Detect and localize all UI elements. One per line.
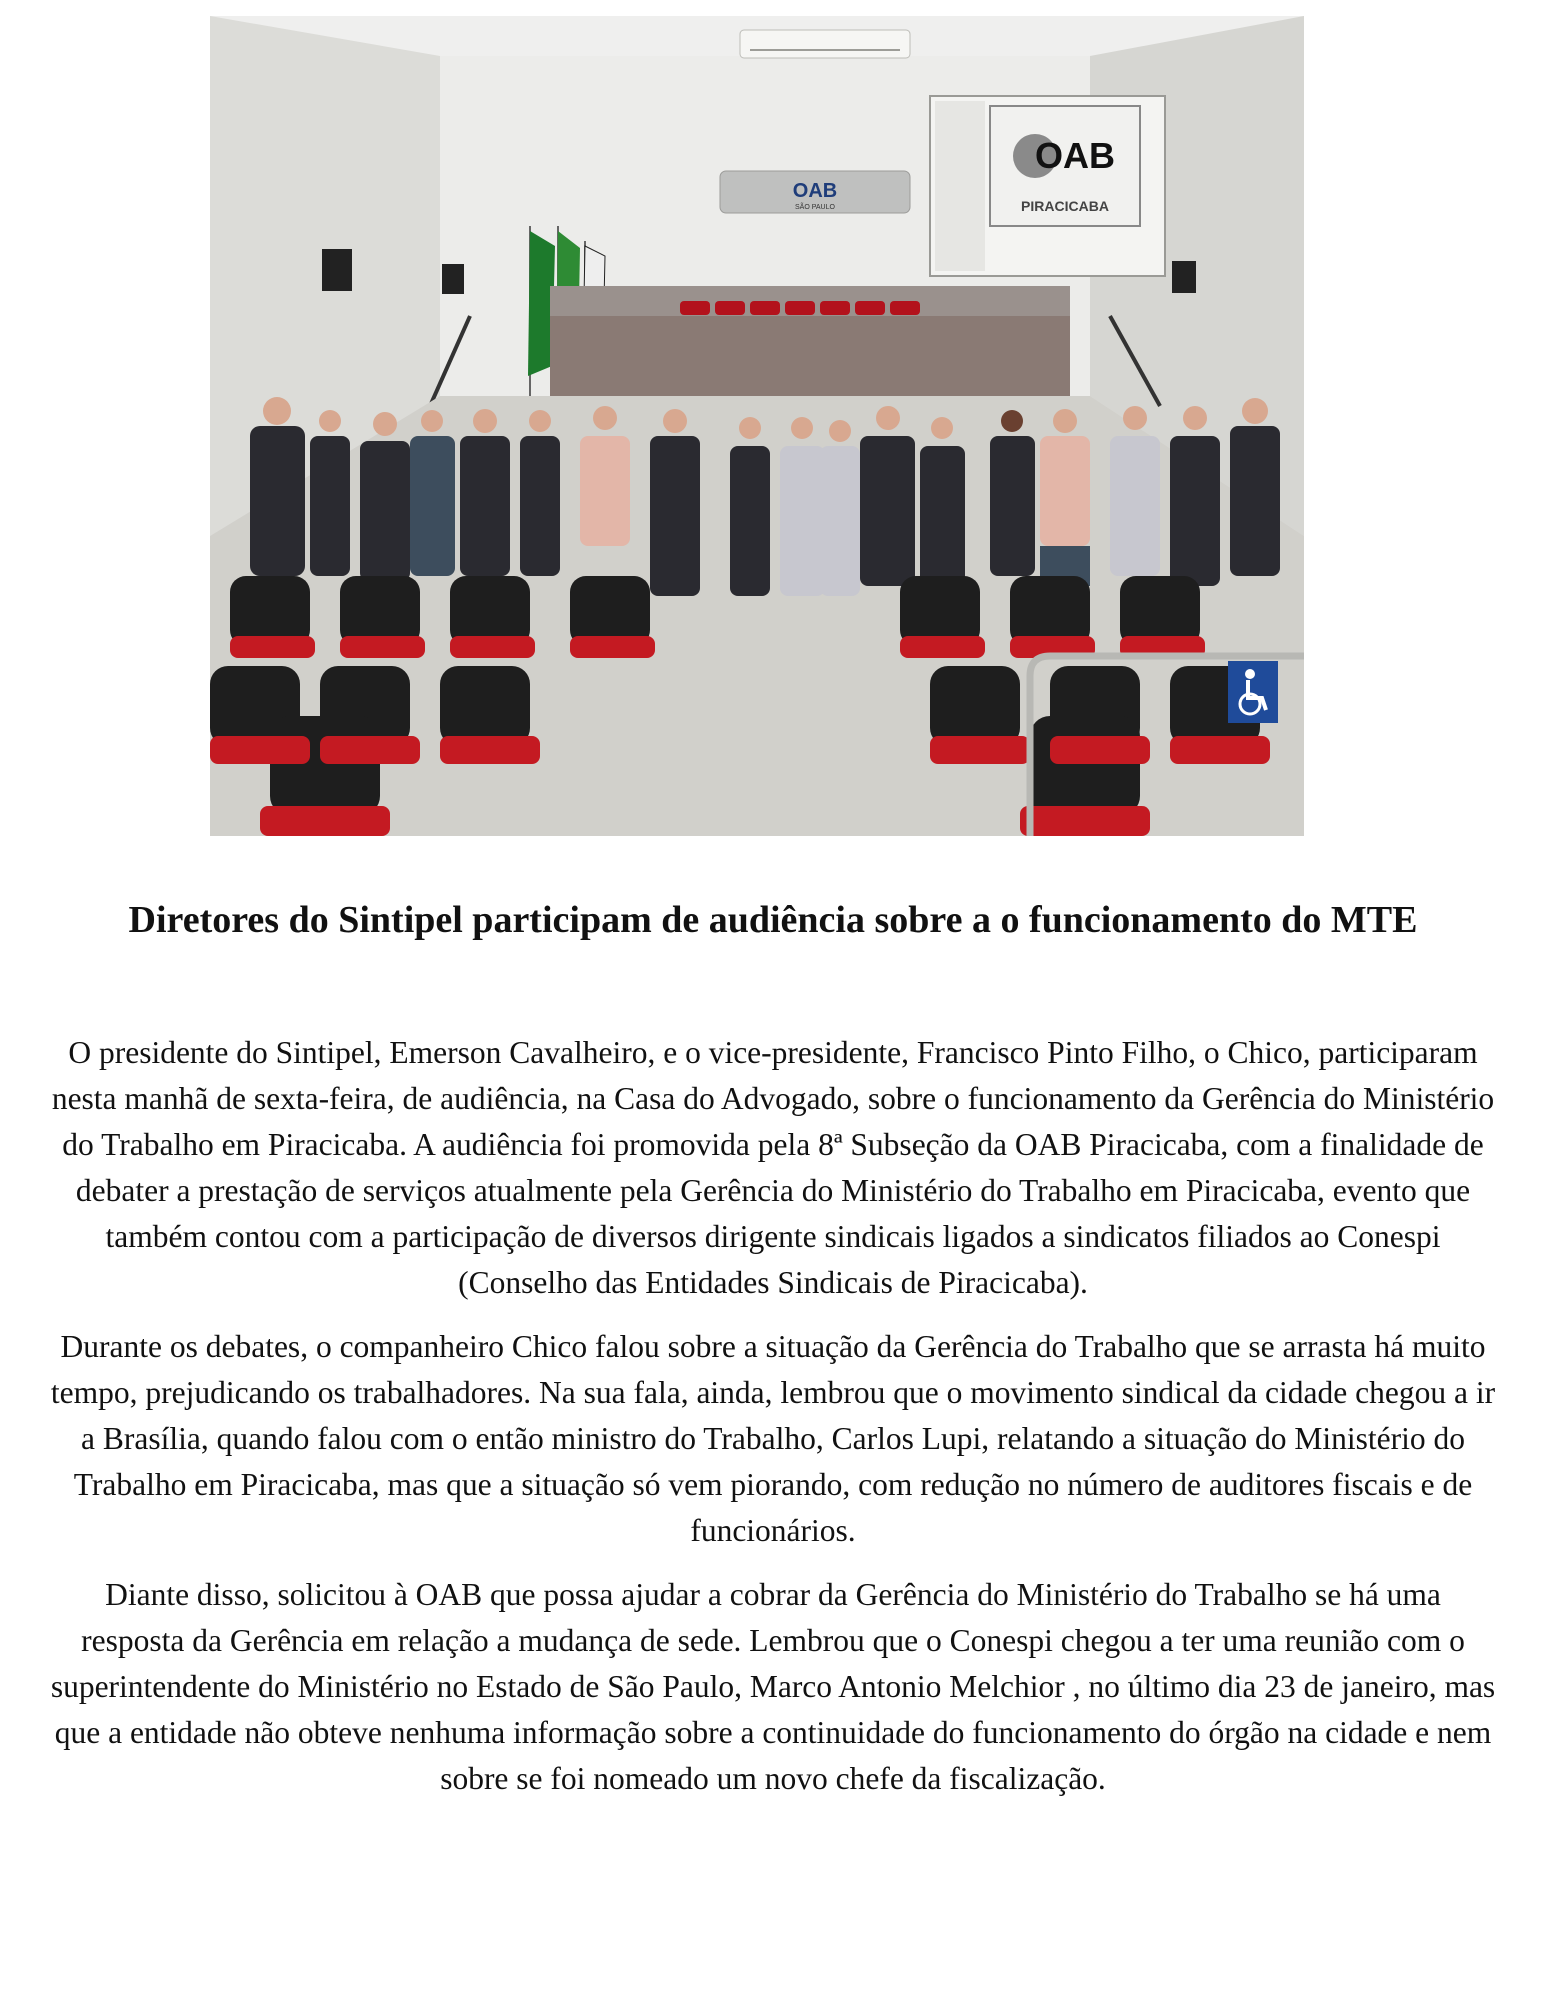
article-photo — [210, 16, 1304, 836]
article-paragraph: Durante os debates, o companheiro Chico falou sobre a situação da Gerência do Trabalho que se arrasta há muito tempo, prejudicando os trabalhadores. Na sua fala, ainda, lembrou que o movimento sindical da cidade chegou a ir a Brasília, quando falou com o então ministro do Trabalho, Carlos Lupi, relatando a situação do Ministério do Trabalho em Piracicaba, mas que a situação só vem piorando, com redução no número de auditores fiscais e de funcionários. — [50, 1329, 1496, 1548]
svg-text:SÃO PAULO: SÃO PAULO — [795, 204, 835, 211]
projection-screen — [930, 96, 1165, 276]
svg-text:OAB: OAB — [792, 180, 838, 202]
svg-text:OAB: OAB — [1035, 135, 1115, 176]
article-title: Diretores do Sintipel participam de audiência sobre a o funcionamento do MTE — [128, 899, 1418, 941]
article-paragraph: O presidente do Sintipel, Emerson Cavalheiro, e o vice-presidente, Francisco Pinto Filho, o Chico, participaram nesta manhã de sexta-feira, de audiência, na Casa do Advogado, sobre o funcionamento da Gerência do Ministério do Trabalho em Piracicaba. A audiência foi promovida pela 8ª Subseção da OAB Piracicaba, com a finalidade de debater a prestação de serviços atualmente pela Gerência do Ministério do Trabalho em Piracicaba, evento que também contou com a participação de diversos dirigente sindicais ligados a sindicatos filiados ao Conespi (Conselho das Entidades Sindicais de Piracicaba). — [51, 1035, 1495, 1300]
article-body — [50, 1030, 1496, 1820]
svg-text:PIRACICABA: PIRACICABA — [1021, 198, 1109, 214]
accessibility-sign-icon — [1228, 661, 1278, 723]
article-paragraph: Diante disso, solicitou à OAB que possa ajudar a cobrar da Gerência do Ministério do Trabalho se há uma resposta da Gerência em relação a mudança de sede. Lembrou que o Conespi chegou a ter uma reunião com o superintendente do Ministério no Estado de São Paulo, Marco Antonio Melchior , no último dia 23 de janeiro, mas que a entidade não obteve nenhuma informação sobre a continuidade do funcionamento do órgão na cidade e nem sobre se foi nomeado um novo chefe da fiscalização. — [50, 1577, 1496, 1796]
oab-wall-sign — [720, 171, 910, 213]
